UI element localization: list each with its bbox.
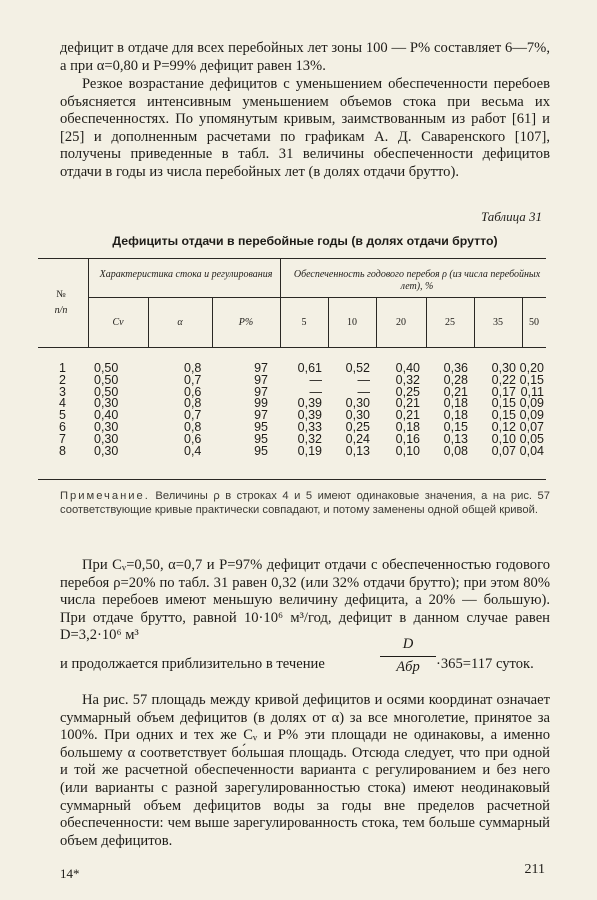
signature-mark: 14* xyxy=(60,866,80,881)
subheader-p: P% xyxy=(238,317,254,328)
column-alpha xyxy=(184,363,210,457)
table-label: Таблица 31 xyxy=(480,209,542,224)
table-cell: 0,39 xyxy=(297,396,322,411)
note-text: Величины ρ в строках 4 и 5 имеют одинаковые значения, а на рис. 57 соответствующие кривые практически совпадают, и потому заменены одной общей кривой. xyxy=(60,490,550,516)
formula-text-after: ·365=117 суток. xyxy=(436,656,534,672)
table-cell: 99 xyxy=(254,396,268,411)
table-cell: 0,21 xyxy=(395,408,420,423)
column-rho-10 xyxy=(324,363,370,457)
table-cell: 0,61 xyxy=(297,361,322,375)
table-cell: 0,30 xyxy=(94,396,119,411)
table-cell: 0,15 xyxy=(491,396,516,411)
fraction-bar xyxy=(380,656,436,657)
table-cell: 3 xyxy=(59,384,66,399)
table-cell: 0,50 xyxy=(94,361,119,375)
table-cell: 0,12 xyxy=(491,419,516,434)
table-cell: 0,30 xyxy=(345,396,370,411)
table-cell: 0,39 xyxy=(297,408,322,423)
table-cell: 0,17 xyxy=(491,384,516,399)
table-cell: 0,13 xyxy=(345,443,370,458)
table-cell: 7 xyxy=(59,431,66,446)
table-cell: 0,33 xyxy=(297,419,322,434)
table-cell: 0,21 xyxy=(395,396,420,411)
table-cell: 0,32 xyxy=(297,431,322,446)
table-cell: 0,50 xyxy=(94,384,119,399)
column-rho-25 xyxy=(422,363,468,457)
table-cell: 97 xyxy=(254,408,268,423)
table-cell: 0,21 xyxy=(443,384,468,399)
table-cell: 0,09 xyxy=(519,396,544,411)
subheader-5: 5 xyxy=(301,317,307,328)
paragraph-2: Резкое возрастание дефицитов с уменьшением обеспеченности перебоев объясняется интенсивным уменьшением объемов стока при весьма их обеспеченностях. По упомянутым кривым, заимствованным из работ [61] и [25] и дополненным расчетами по графикам А. Д. Саваренского [107], получены приведенные в табл. 31 величины обеспеченности дефицитов отдачи в годы из числа перебойных лет (в долях отдачи брутто). xyxy=(60,76,550,180)
table-cell: — xyxy=(309,384,322,399)
paragraph-3: При Cᵥ=0,50, α=0,7 и P=97% дефицит отдачи с обеспеченностью годового перебоя ρ=20% по табл. 31 равен 0,32 (или 32% отдачи брутто); при этом 80% числа перебоев имеют меньшую величину дефицита, а 20% — большую). При отдаче брутто, равной 10·10⁶ м³/год, дефицит в данном случае равен D=3,2·10⁶ м³ xyxy=(60,557,550,644)
paragraph-1: дефицит в отдаче для всех перебойных лет зоны 100 — P% составляет 6—7%, а при α=0,80 и P=99% дефицит равен 13%. xyxy=(60,40,550,74)
subheader-20: 20 xyxy=(396,317,406,328)
fraction-denominator: Aбр xyxy=(396,659,420,675)
table-cell: 5 xyxy=(59,408,66,423)
table-cell: 97 xyxy=(254,361,268,375)
deficit-table xyxy=(38,258,546,480)
table-cell: 0,04 xyxy=(519,443,544,458)
subheader-alpha: α xyxy=(177,317,183,328)
table-cell: 0,07 xyxy=(491,443,516,458)
formula-line xyxy=(60,636,550,682)
table-cell: 0,30 xyxy=(94,419,119,434)
table-cell: 0,16 xyxy=(395,431,420,446)
formula-text-before: и продолжается приблизительно в течение xyxy=(60,656,325,672)
table-cell: 0,4 xyxy=(184,443,202,458)
paragraph-4: На рис. 57 площадь между кривой дефицитов и осями координат означает суммарный объем дефицитов (в долях от α) за все многолетие, принятое за 100%. При одних и тех же Cᵥ и P% эти площади не одинаковы, а именно большему α соответствует бо́льшая площадь. Отсюда следует, что при одной и той же расчетной обеспеченности варианта с регулированием и без него (или варианты с разной зарегулированностью стока) имеют неодинаковый суммарный объем дефицитов воды за годы вне пределов расчетной обеспеченности: чем выше зарегулированность стока, тем больше суммарный объем дефицитов. xyxy=(60,692,550,849)
table-cell: 6 xyxy=(59,419,66,434)
table-cell: 0,30 xyxy=(94,443,119,458)
table-cell: 1 xyxy=(59,361,66,375)
divider xyxy=(88,259,89,347)
group-flow-header: Характеристика стока и регулирования xyxy=(99,269,273,280)
table-cell: 0,24 xyxy=(345,431,370,446)
table-cell: 0,52 xyxy=(345,361,370,375)
subheader-cv: Cv xyxy=(112,317,124,328)
subheader-50: 50 xyxy=(529,317,539,328)
table-cell: 4 xyxy=(59,396,66,411)
table-cell: 0,30 xyxy=(491,361,516,375)
table-cell: 0,8 xyxy=(184,396,202,411)
table-cell: 0,11 xyxy=(520,384,544,399)
table-cell: — xyxy=(357,384,370,399)
group-probability-header: Обеспеченность годового перебоя ρ (из числа перебойных лет), % xyxy=(293,269,541,292)
divider xyxy=(88,297,546,298)
table-cell: 0,6 xyxy=(184,431,202,446)
table-cell: — xyxy=(357,372,370,387)
table-cell: 95 xyxy=(254,443,268,458)
table-cell: 0,13 xyxy=(443,431,468,446)
table-cell: 0,28 xyxy=(443,372,468,387)
subheader-10: 10 xyxy=(347,317,357,328)
table-cell: 0,40 xyxy=(395,361,420,375)
page-number: 211 xyxy=(524,862,545,877)
table-cell: 0,36 xyxy=(443,361,468,375)
table-cell: — xyxy=(309,372,322,387)
column-rho-20 xyxy=(374,363,420,457)
table-cell: 0,20 xyxy=(519,361,544,375)
table-cell: 0,8 xyxy=(184,419,202,434)
table-cell: 95 xyxy=(254,419,268,434)
column-p xyxy=(218,363,268,457)
table-cell: 0,18 xyxy=(395,419,420,434)
table-cell: 0,05 xyxy=(519,431,544,446)
table-cell: 0,50 xyxy=(94,372,119,387)
table-cell: 0,32 xyxy=(395,372,420,387)
column-row-number xyxy=(38,363,66,457)
table-cell: 97 xyxy=(254,372,268,387)
fraction xyxy=(380,636,436,676)
table-cell: 0,25 xyxy=(395,384,420,399)
table-cell: 0,40 xyxy=(94,408,119,423)
fraction-numerator: D xyxy=(402,636,414,652)
note-label: Примечание. xyxy=(60,490,150,502)
col-num-subheader: п/п xyxy=(54,305,68,316)
table-cell: 0,18 xyxy=(443,396,468,411)
table-note xyxy=(60,490,550,517)
table-cell: 0,19 xyxy=(297,443,322,458)
table-cell: 0,08 xyxy=(443,443,468,458)
col-num-header: № xyxy=(56,289,66,300)
table-cell: 0,30 xyxy=(345,408,370,423)
table-cell: 0,15 xyxy=(491,408,516,423)
table-cell: 0,30 xyxy=(94,431,119,446)
column-rho-50 xyxy=(504,363,544,457)
subheader-25: 25 xyxy=(445,317,455,328)
table-cell: 8 xyxy=(59,443,66,458)
table-cell: 0,25 xyxy=(345,419,370,434)
table-cell: 0,6 xyxy=(184,384,202,399)
table-cell: 0,8 xyxy=(184,361,202,375)
table-cell: 0,09 xyxy=(519,408,544,423)
divider xyxy=(38,347,546,348)
table-cell: 0,10 xyxy=(491,431,516,446)
divider xyxy=(280,259,281,347)
table-cell: 0,7 xyxy=(184,372,202,387)
table-cell: 0,15 xyxy=(443,419,468,434)
table-title: Дефициты отдачи в перебойные годы (в долях отдачи брутто) xyxy=(112,234,498,248)
table-cell: 0,15 xyxy=(519,372,544,387)
table-cell: 0,22 xyxy=(491,372,516,387)
table-cell: 95 xyxy=(254,431,268,446)
table-cell: 97 xyxy=(254,384,268,399)
table-cell: 0,7 xyxy=(184,408,202,423)
table-cell: 2 xyxy=(59,372,66,387)
subheader-35: 35 xyxy=(493,317,503,328)
column-cv xyxy=(94,363,144,457)
column-rho-5 xyxy=(278,363,322,457)
table-cell: 0,18 xyxy=(443,408,468,423)
table-cell: 0,10 xyxy=(395,443,420,458)
table-cell: 0,07 xyxy=(519,419,544,434)
